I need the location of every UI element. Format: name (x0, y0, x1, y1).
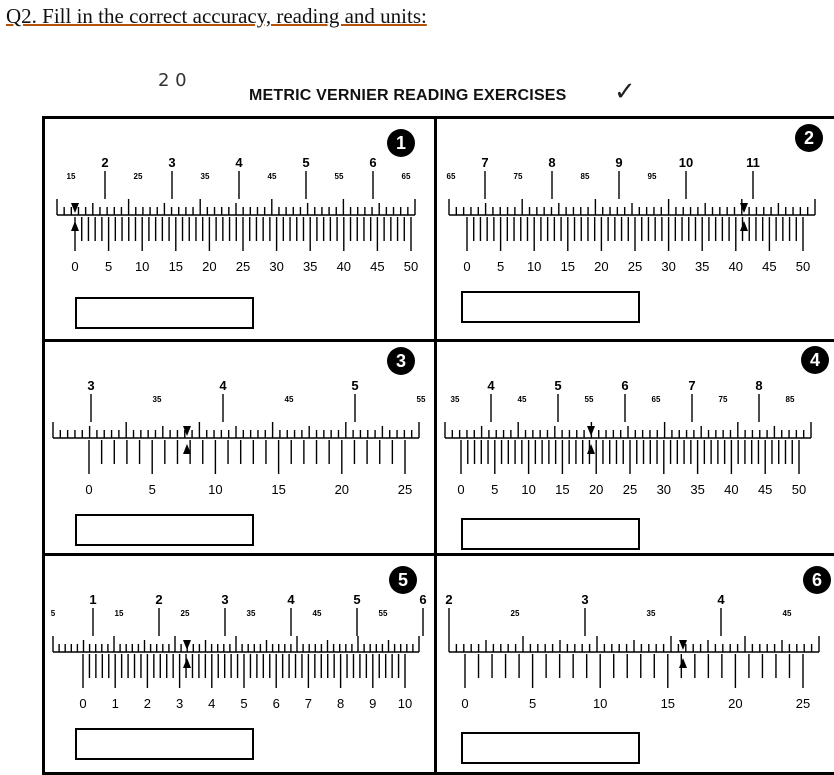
main-minor-label: 55 (378, 609, 388, 618)
vernier-label: 10 (526, 259, 542, 274)
vernier-label: 20 (202, 259, 217, 274)
vernier-label: 35 (690, 482, 705, 497)
main-minor-label: 95 (647, 172, 657, 181)
vernier-label: 15 (555, 482, 570, 497)
question-title: Q2. Fill in the correct accuracy, reading and units: (6, 4, 427, 28)
main-minor-label: 35 (246, 609, 256, 618)
vernier-label: 30 (269, 259, 284, 274)
main-major-label: 8 (548, 155, 556, 170)
main-minor-label: 35 (646, 609, 656, 618)
vernier-label: 20 (588, 482, 604, 497)
main-major-label: 2 (445, 592, 453, 607)
main-major-label: 3 (168, 155, 176, 170)
vernier-label: 5 (104, 259, 113, 274)
vernier-label: 40 (728, 259, 744, 274)
main-major-label: 5 (351, 378, 359, 393)
main-major-label: 4 (287, 592, 295, 607)
check-mark-icon: ✓ (614, 76, 636, 106)
main-major-label: 6 (419, 592, 427, 607)
pointer-arrow-icon (183, 658, 191, 668)
main-minor-label: 45 (312, 609, 322, 618)
vernier-label: 5 (528, 696, 537, 711)
exercise-panel-6 (437, 556, 834, 775)
exercise-grid (42, 116, 834, 775)
vernier-label: 45 (762, 259, 777, 274)
pointer-arrow-icon (740, 221, 748, 231)
vernier-label: 15 (560, 259, 576, 274)
vernier-label: 30 (661, 259, 676, 274)
vernier-label: 25 (627, 259, 643, 274)
vernier-label: 25 (795, 696, 811, 711)
main-minor-label: 25 (510, 609, 520, 618)
vernier-label: 50 (795, 259, 811, 274)
vernier-label: 0 (85, 482, 93, 497)
vernier-label: 2 (143, 696, 152, 711)
vernier-label: 35 (694, 259, 710, 274)
vernier-label: 25 (622, 482, 638, 497)
main-minor-label: 55 (416, 395, 426, 404)
vernier-label: 25 (235, 259, 251, 274)
vernier-label: 8 (336, 696, 345, 711)
main-minor-label: 55 (334, 172, 344, 181)
vernier-label: 5 (240, 696, 248, 711)
vernier-label: 35 (302, 259, 318, 274)
vernier-label: 40 (724, 482, 739, 497)
exercise-number-badge: 3 (387, 347, 415, 375)
main-minor-label: 65 (401, 172, 411, 181)
main-major-label: 1 (89, 592, 97, 607)
exercise-number-badge: 6 (803, 566, 831, 594)
vernier-label: 0 (461, 696, 469, 711)
main-major-label: 7 (688, 378, 696, 393)
answer-box[interactable] (461, 732, 640, 764)
vernier-label: 0 (463, 259, 471, 274)
main-minor-label: 15 (114, 609, 124, 618)
main-minor-label: 85 (580, 172, 590, 181)
vernier-label: 30 (656, 482, 672, 497)
vernier-label: 45 (370, 259, 385, 274)
vernier-label: 25 (397, 482, 413, 497)
pointer-arrow-icon (71, 221, 79, 231)
exercise-number-badge: 5 (389, 566, 417, 594)
main-major-label: 5 (353, 592, 361, 607)
vernier-label: 10 (521, 482, 536, 497)
vernier-label: 20 (334, 482, 350, 497)
answer-box[interactable] (461, 291, 640, 323)
main-major-label: 4 (717, 592, 725, 607)
pointer-arrow-icon (587, 426, 595, 436)
vernier-label: 5 (148, 482, 156, 497)
vernier-label: 50 (403, 259, 419, 274)
sheet-title: METRIC VERNIER READING EXERCISES (249, 87, 567, 104)
exercise-panel-2 (437, 119, 834, 342)
vernier-label: 20 (594, 259, 609, 274)
exercise-panel-4 (437, 342, 834, 556)
main-major-label: 4 (235, 155, 243, 170)
pointer-arrow-icon (587, 444, 595, 454)
main-major-label: 10 (678, 155, 694, 170)
main-major-label: 2 (101, 155, 109, 170)
main-minor-label: 65 (651, 395, 661, 404)
vernier-label: 40 (336, 259, 352, 274)
exercise-panel-1 (45, 119, 437, 342)
main-major-label: 3 (581, 592, 589, 607)
main-minor-label: 75 (513, 172, 523, 181)
main-minor-label: 5 (50, 609, 56, 618)
main-minor-label: 45 (517, 395, 527, 404)
main-minor-label: 75 (718, 395, 728, 404)
vernier-label: 15 (271, 482, 286, 497)
exercise-panel-3 (45, 342, 437, 556)
main-minor-label: 65 (446, 172, 456, 181)
answer-box[interactable] (75, 514, 254, 546)
main-minor-label: 45 (782, 609, 792, 618)
pointer-arrow-icon (679, 658, 687, 668)
exercise-number-badge: 1 (387, 129, 415, 157)
vernier-label: 50 (791, 482, 807, 497)
main-major-label: 3 (87, 378, 95, 393)
main-major-label: 7 (481, 155, 489, 170)
vernier-label: 10 (592, 696, 608, 711)
main-minor-label: 35 (450, 395, 460, 404)
main-major-label: 5 (554, 378, 562, 393)
exercise-number-badge: 4 (801, 346, 829, 374)
main-minor-label: 55 (584, 395, 594, 404)
vernier-label: 7 (304, 696, 313, 711)
vernier-label: 0 (457, 482, 465, 497)
main-minor-label: 35 (200, 172, 210, 181)
main-minor-label: 45 (284, 395, 294, 404)
main-major-label: 4 (219, 378, 227, 393)
main-minor-label: 85 (785, 395, 795, 404)
main-minor-label: 25 (133, 172, 143, 181)
pointer-arrow-icon (183, 640, 191, 650)
answer-box[interactable] (461, 518, 640, 550)
vernier-label: 15 (168, 259, 184, 274)
main-minor-label: 35 (152, 395, 162, 404)
vernier-label: 3 (175, 696, 184, 711)
vernier-label: 4 (208, 696, 216, 711)
main-minor-label: 15 (66, 172, 76, 181)
main-minor-label: 25 (180, 609, 190, 618)
main-major-label: 6 (621, 378, 629, 393)
answer-box[interactable] (75, 297, 254, 329)
vernier-label: 1 (111, 696, 119, 711)
main-major-label: 4 (487, 378, 495, 393)
vernier-label: 6 (272, 696, 280, 711)
exercise-panel-5 (45, 556, 437, 775)
vernier-label: 20 (728, 696, 743, 711)
vernier-label: 0 (79, 696, 87, 711)
main-major-label: 11 (746, 155, 760, 170)
main-major-label: 9 (615, 155, 623, 170)
vernier-label: 5 (496, 259, 505, 274)
vernier-label: 15 (660, 696, 676, 711)
vernier-label: 9 (369, 696, 377, 711)
main-major-label: 8 (755, 378, 763, 393)
main-major-label: 2 (155, 592, 163, 607)
vernier-label: 5 (491, 482, 499, 497)
handwritten-note: 2 0 (158, 70, 187, 91)
vernier-label: 10 (134, 259, 150, 274)
answer-box[interactable] (75, 728, 254, 760)
main-major-label: 3 (221, 592, 229, 607)
vernier-label: 10 (397, 696, 413, 711)
main-major-label: 6 (369, 155, 377, 170)
main-major-label: 5 (302, 155, 310, 170)
exercise-number-badge: 2 (795, 124, 823, 152)
main-minor-label: 45 (267, 172, 277, 181)
vernier-label: 10 (208, 482, 223, 497)
vernier-label: 45 (757, 482, 773, 497)
vernier-label: 0 (71, 259, 79, 274)
